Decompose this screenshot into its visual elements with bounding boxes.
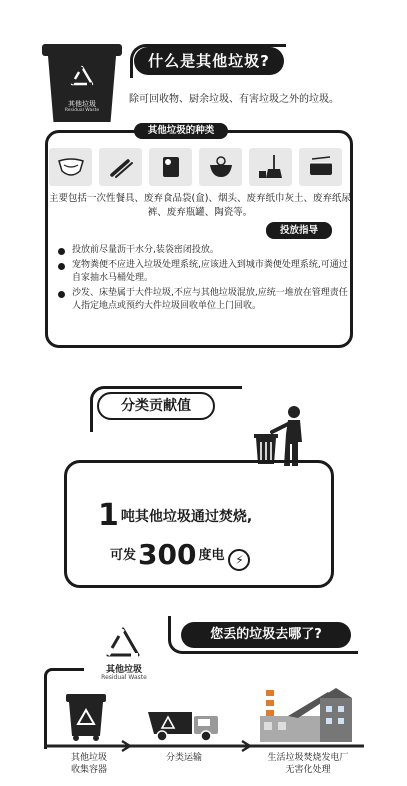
recycle-label-en: Residual Waste <box>101 674 147 681</box>
step-label-collection: 其他垃圾 收集容器 <box>70 753 107 775</box>
lightning-icon: ⚡ <box>228 549 250 571</box>
step-label-incineration: 生活垃圾焚烧发电厂 无害化处理 <box>267 753 349 775</box>
contrib-kwh-value: 300 <box>138 538 197 571</box>
guide-list <box>58 244 348 315</box>
contrib-tons-value: 1 <box>98 498 119 533</box>
broom-dust-icon <box>249 148 292 186</box>
incineration-plant-icon <box>258 686 358 742</box>
diaper-icon <box>49 148 92 186</box>
tissue-roll-icon <box>149 148 192 186</box>
contrib-line-2-pre: 可发 <box>110 548 137 563</box>
garbage-truck-icon <box>146 706 222 742</box>
recycle-symbol-icon <box>104 626 142 660</box>
contrib-line-1-text: 吨其他垃圾通过焚烧, <box>120 509 253 525</box>
bin-lid <box>42 44 122 56</box>
contrib-line-2 <box>110 538 310 571</box>
person-throwing-trash-icon <box>252 404 310 468</box>
kinds-description: 主要包括一次性餐具、废弃食品袋(盒)、烟头、废弃纸巾灰土、废弃纸尿裤、废弃瓶罐、陶瓷等。 <box>49 193 351 218</box>
where-title: 您丢的垃圾去哪了? <box>181 622 351 648</box>
intro-subtitle: 除可回收物、厨余垃圾、有害垃圾之外的垃圾。 <box>129 94 339 105</box>
guide-title: 投放指导 <box>266 222 332 239</box>
guide-item: 投放前尽量沥干水分,装袋密闭投放。 <box>58 244 348 258</box>
cigarette-icon <box>99 148 142 186</box>
contrib-title: 分类贡献值 <box>97 392 215 420</box>
recycle-symbol-icon <box>68 64 96 94</box>
guide-item: 沙发、床垫属于大件垃圾,不应与其他垃圾混放,应统一堆放在管理责任人指定地点或预约大件垃圾回收单位上门回收。 <box>58 287 348 314</box>
contrib-line-1 <box>98 498 338 533</box>
recycle-label-cn: 其他垃圾 <box>105 665 142 675</box>
page-title: 什么是其他垃圾? <box>134 47 284 75</box>
step-label-transport: 分类运输 <box>165 753 202 763</box>
food-box-icon <box>299 148 342 186</box>
bin-label-cn: 其他垃圾 <box>68 100 96 108</box>
collection-bin-icon <box>64 692 108 742</box>
bin-label-en: Residual Waste <box>64 108 100 113</box>
guide-item: 宠物粪便不应进入垃圾处理系统,应该进入到城市粪便处理系统,可通过自家抽水马桶处理。 <box>58 259 348 286</box>
kinds-title: 其他垃圾的种类 <box>134 123 228 139</box>
ceramic-bowl-icon <box>199 148 242 186</box>
contrib-line-2-post: 度电 <box>198 548 225 563</box>
